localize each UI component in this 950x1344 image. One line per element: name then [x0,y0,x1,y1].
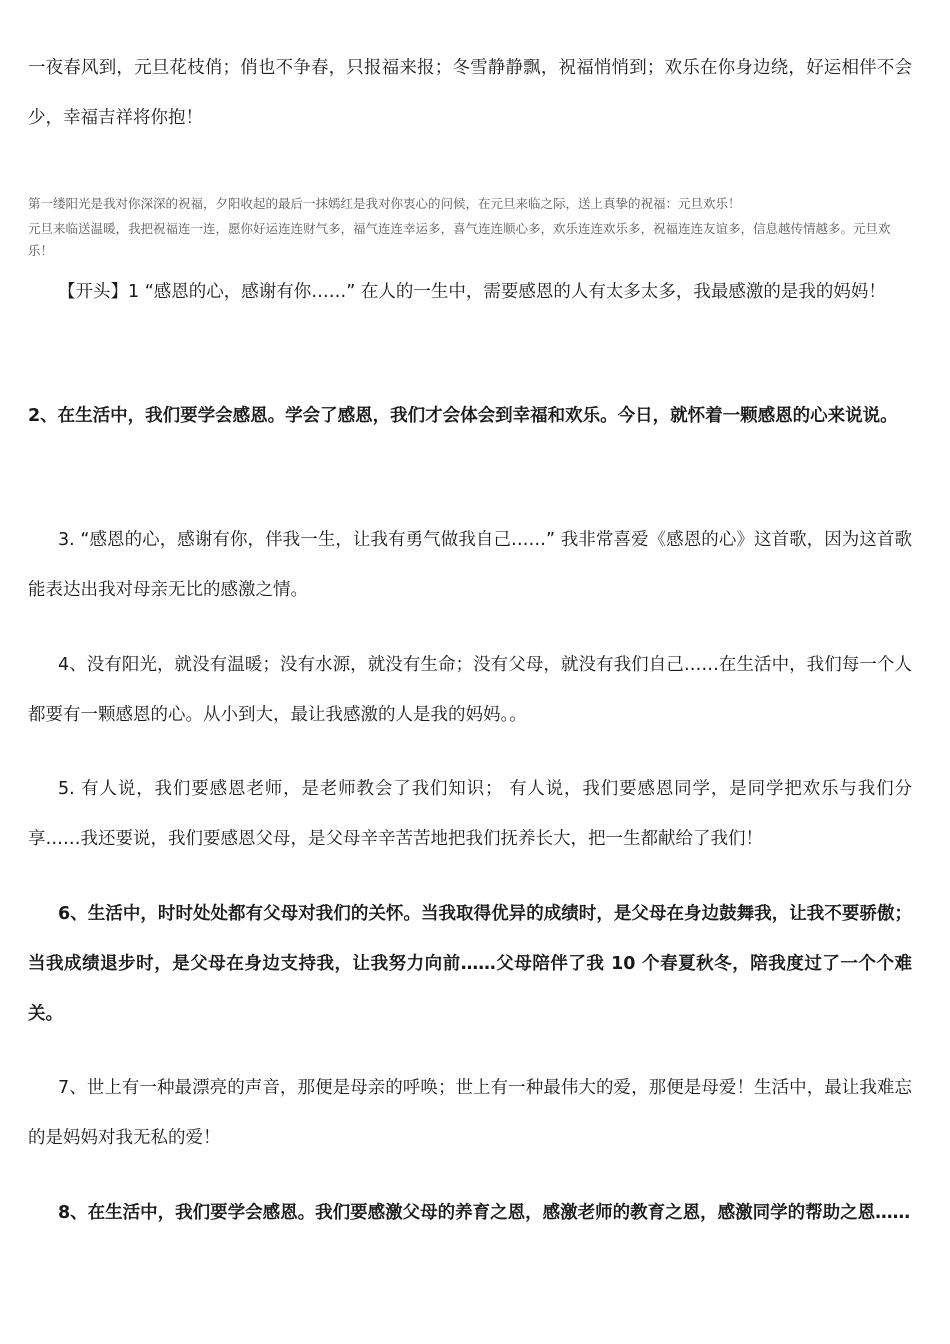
small-paragraph-warm-blessing: 元旦来临送温暖，我把祝福连一连，愿你好运连连财气多，福气连连幸运多，喜气连连顺心多，欢乐连连欢乐多，祝福连连友谊多，信息越传情越多。元旦欢乐！ [28,221,891,258]
paragraph-7: 7、世上有一种最漂亮的声音，那便是母亲的呼唤；世上有一种最伟大的爱，那便是母爱！生活中，最让我难忘的是妈妈对我无私的爱！ [28,1078,912,1148]
paragraph-4: 4、没有阳光，就没有温暖；没有水源，就没有生命；没有父母，就没有我们自己……在生活中，我们每一个人都要有一颗感恩的心。从小到大，最让我感激的人是我的妈妈。。 [28,655,912,725]
paragraph-2: 2、在生活中，我们要学会感恩。学会了感恩，我们才会体会到幸福和欢乐。今日，就怀着一颗感恩的心来说说。 [28,406,898,426]
paragraph-opening-1: 【开头】1 “感恩的心，感谢有你……” 在人的一生中，需要感恩的人有太多太多，我最感激的是我的妈妈！ [58,282,886,302]
paragraph-6: 6、生活中，时时处处都有父母对我们的关怀。当我取得优异的成绩时，是父母在身边鼓舞我，让我不要骄傲；当我成绩退步时，是父母在身边支持我，让我努力向前……父母陪伴了我 10 个春夏秋冬，陪我度过了一个个难关。 [28,904,912,1024]
small-paragraph-sunshine-blessing: 第一缕阳光是我对你深深的祝福，夕阳收起的最后一抹嫣红是我对你衷心的问候，在元旦来临之际，送上真挚的祝福：元旦欢乐！ [28,196,741,211]
paragraph-5: 5. 有人说，我们要感恩老师，是老师教会了我们知识； 有人说，我们要感恩同学，是同学把欢乐与我们分享……我还要说，我们要感恩父母，是父母辛辛苦苦地把我们抚养长大，把一生都献给了我们！ [28,779,912,849]
paragraph-8: 8、在生活中，我们要学会感恩。我们要感激父母的养育之恩，感激老师的教育之恩，感激同学的帮助之恩…… [58,1203,911,1223]
paragraph-3: 3. “感恩的心，感谢有你，伴我一生，让我有勇气做我自己……” 我非常喜爱《感恩的心》这首歌，因为这首歌能表达出我对母亲无比的感激之情。 [28,530,912,600]
paragraph-new-year-blessing: 一夜春风到，元旦花枝俏；俏也不争春，只报福来报；冬雪静静飘，祝福悄悄到；欢乐在你身边绕，好运相伴不会少，幸福吉祥将你抱！ [28,58,912,128]
